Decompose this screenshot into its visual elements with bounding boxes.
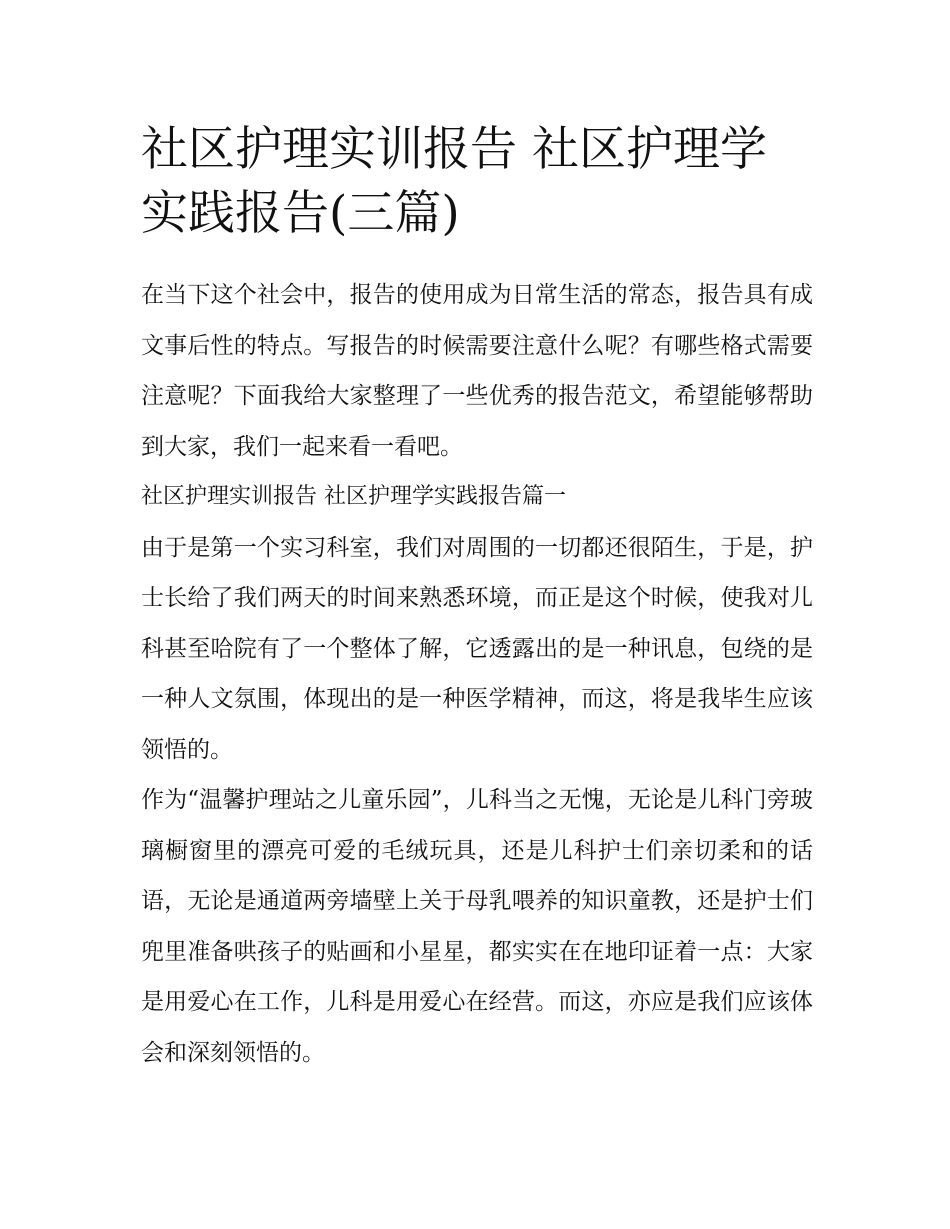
document-body [141,118,813,1078]
document-title: 社区护理实训报告 社区护理学实践报告(三篇) [141,122,767,241]
section-heading: 社区护理实训报告 社区护理学实践报告篇一 [141,484,566,509]
body-paragraph-2: 作为“温馨护理站之儿童乐园”，儿科当之无愧，无论是儿科门旁玻璃橱窗里的漂亮可爱的毛绒玩具，还是儿科护士们亲切柔和的话语，无论是通道两旁墙壁上关于母乳喂养的知识童教，还是护士们兜里准备哄孩子的贴画和小星星，都实实在在地印证着一点：大家是用爱心在工作，儿科是用爱心在经营。而这，亦应是我们应该体会和深刻领悟的。 [141,787,813,1066]
body-paragraph-1: 由于是第一个实习科室，我们对周围的一切都还很陌生，于是，护士长给了我们两天的时间来熟悉环境，而正是这个时候，使我对儿科甚至哈院有了一个整体了解，它透露出的是一种讯息，包绕的是一种人文氛围，体现出的是一种医学精神，而这，将是我毕生应该领悟的。 [141,534,813,763]
intro-paragraph: 在当下这个社会中，报告的使用成为日常生活的常态，报告具有成文事后性的特点。写报告的时候需要注意什么呢？有哪些格式需要注意呢？下面我给大家整理了一些优秀的报告范文，希望能够帮助到大家，我们一起来看一看吧。 [141,282,813,460]
